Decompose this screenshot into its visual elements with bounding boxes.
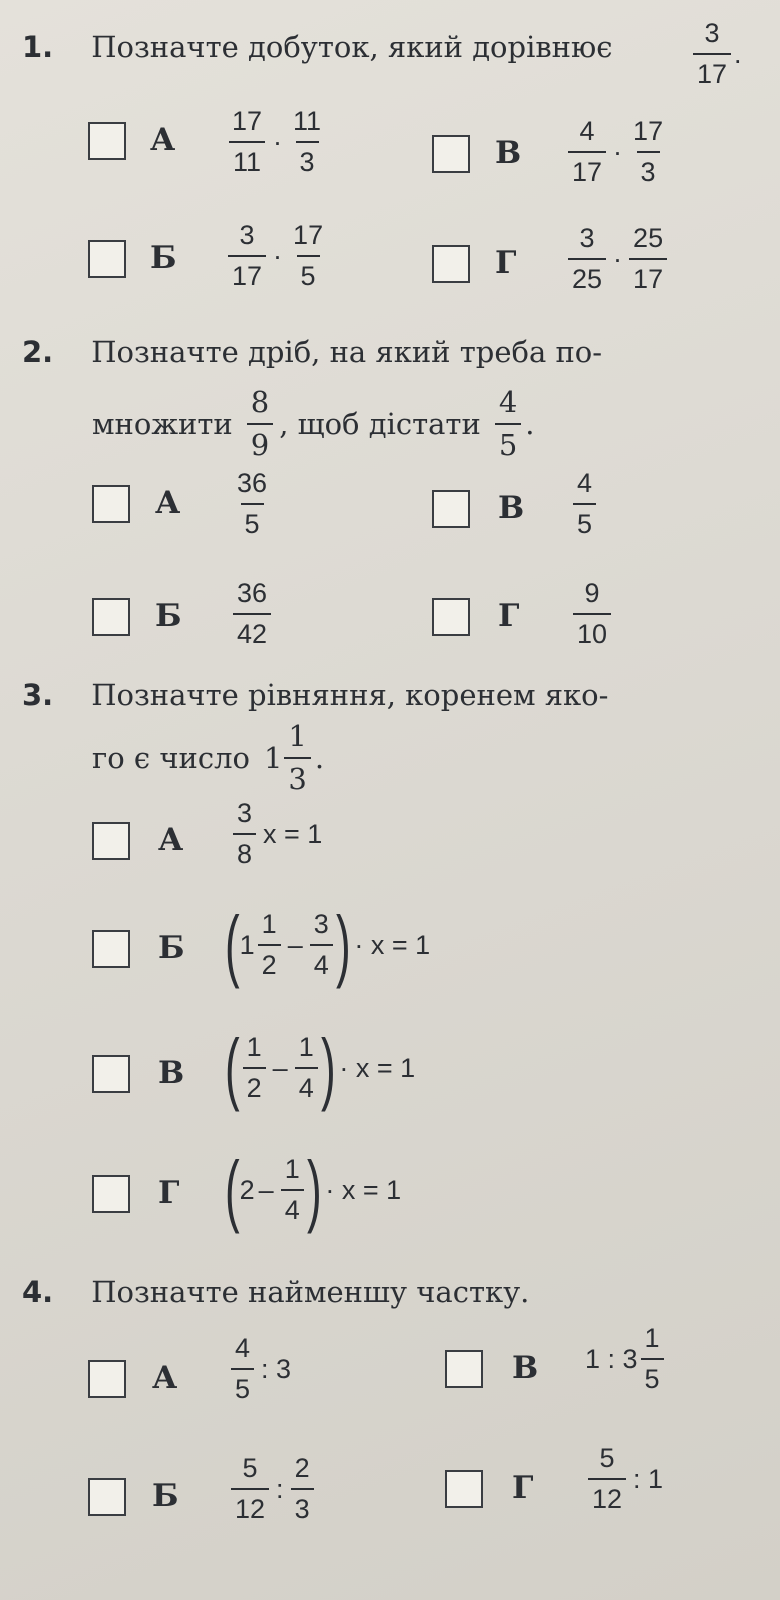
checkbox-q1-g[interactable] <box>432 245 470 283</box>
option-expression: ( 2 – $\frac{1}{4}$ ) · x = 1 <box>224 1145 402 1234</box>
checkbox-q3-a[interactable] <box>92 822 130 860</box>
checkbox-q2-a[interactable] <box>92 485 130 523</box>
option-expression: $\frac{36}{42}$ <box>230 580 274 648</box>
option-letter: В <box>512 1350 539 1386</box>
option-expression: $\frac{3}{8}$ x = 1 <box>230 800 326 868</box>
option-letter: Г <box>512 1470 534 1506</box>
option-letter: Б <box>155 598 182 634</box>
option-expression: $\frac{9}{10}$ <box>570 580 614 648</box>
checkbox-q4-b[interactable] <box>88 1478 126 1516</box>
option-letter: Б <box>150 240 177 276</box>
question-text: Позначте дріб, на який треба по- <box>91 335 603 369</box>
option-letter: Б <box>152 1478 179 1514</box>
option-letter: Б <box>158 930 185 966</box>
checkbox-q3-b[interactable] <box>92 930 130 968</box>
checkbox-q2-b[interactable] <box>92 598 130 636</box>
option-expression: ( $\frac{1}{2}$ – $\frac{1}{4}$ ) · x = 1 <box>224 1023 416 1112</box>
checkbox-q3-g[interactable] <box>92 1175 130 1213</box>
question-number: 2. <box>22 335 54 369</box>
question-number: 3. <box>22 678 54 712</box>
checkbox-q3-v[interactable] <box>92 1055 130 1093</box>
question-3-header <box>22 678 608 712</box>
checkbox-q4-v[interactable] <box>445 1350 483 1388</box>
checkbox-q2-g[interactable] <box>432 598 470 636</box>
option-letter: Г <box>495 245 517 281</box>
option-expression: $\frac{5}{12}$ : $\frac{2}{3}$ <box>228 1455 317 1523</box>
option-letter: Г <box>158 1175 180 1211</box>
option-expression: $\frac{3}{17}$ · $\frac{17}{5}$ <box>225 222 330 290</box>
option-letter: А <box>150 122 176 158</box>
checkbox-q1-b[interactable] <box>88 240 126 278</box>
question-number: 4. <box>22 1275 54 1309</box>
option-letter: А <box>158 822 184 858</box>
option-expression: $\frac{4}{17}$ · $\frac{17}{3}$ <box>565 118 670 186</box>
question-2-continuation: множити $\frac{8}{9}$ , щоб дістати $\frac{4}{5}$ . <box>92 385 535 462</box>
option-expression: $\frac{4}{5}$ <box>570 470 599 538</box>
option-expression: $\frac{3}{25}$ · $\frac{25}{17}$ <box>565 225 670 293</box>
checkbox-q2-v[interactable] <box>432 490 470 528</box>
option-letter: В <box>158 1055 185 1091</box>
option-expression: 1 : 3 $\frac{1}{5}$ <box>585 1325 667 1393</box>
question-number: 1. <box>22 30 54 64</box>
option-expression: $\frac{17}{11}$ · $\frac{11}{3}$ <box>225 108 328 176</box>
option-letter: В <box>498 490 525 526</box>
option-letter: А <box>155 485 181 521</box>
checkbox-q1-a[interactable] <box>88 122 126 160</box>
question-4-header <box>22 1275 529 1309</box>
checkbox-q1-v[interactable] <box>432 135 470 173</box>
option-expression: ( 1 $\frac{1}{2}$ – $\frac{3}{4}$ ) · x = 1 <box>224 900 431 989</box>
option-letter: А <box>152 1360 178 1396</box>
question-text: Позначте найменшу частку. <box>91 1275 530 1309</box>
question-1-target-fraction: $\frac{3}{17}$ . <box>690 20 742 88</box>
option-expression: $\frac{4}{5}$ : 3 <box>228 1335 295 1403</box>
question-text: Позначте рівняння, коренем яко- <box>91 678 609 712</box>
option-expression: $\frac{36}{5}$ <box>237 468 268 539</box>
question-text: Позначте добуток, який дорівнює <box>91 30 613 64</box>
question-2-header <box>22 335 602 369</box>
checkbox-q4-a[interactable] <box>88 1360 126 1398</box>
option-letter: В <box>495 135 522 171</box>
option-expression: $\frac{5}{12}$ : 1 <box>585 1445 667 1513</box>
checkbox-q4-g[interactable] <box>445 1470 483 1508</box>
option-letter: Г <box>498 598 520 634</box>
question-3-continuation: го є число 1 $\frac{1}{3}$ . <box>92 719 325 796</box>
question-1-header <box>22 30 613 64</box>
